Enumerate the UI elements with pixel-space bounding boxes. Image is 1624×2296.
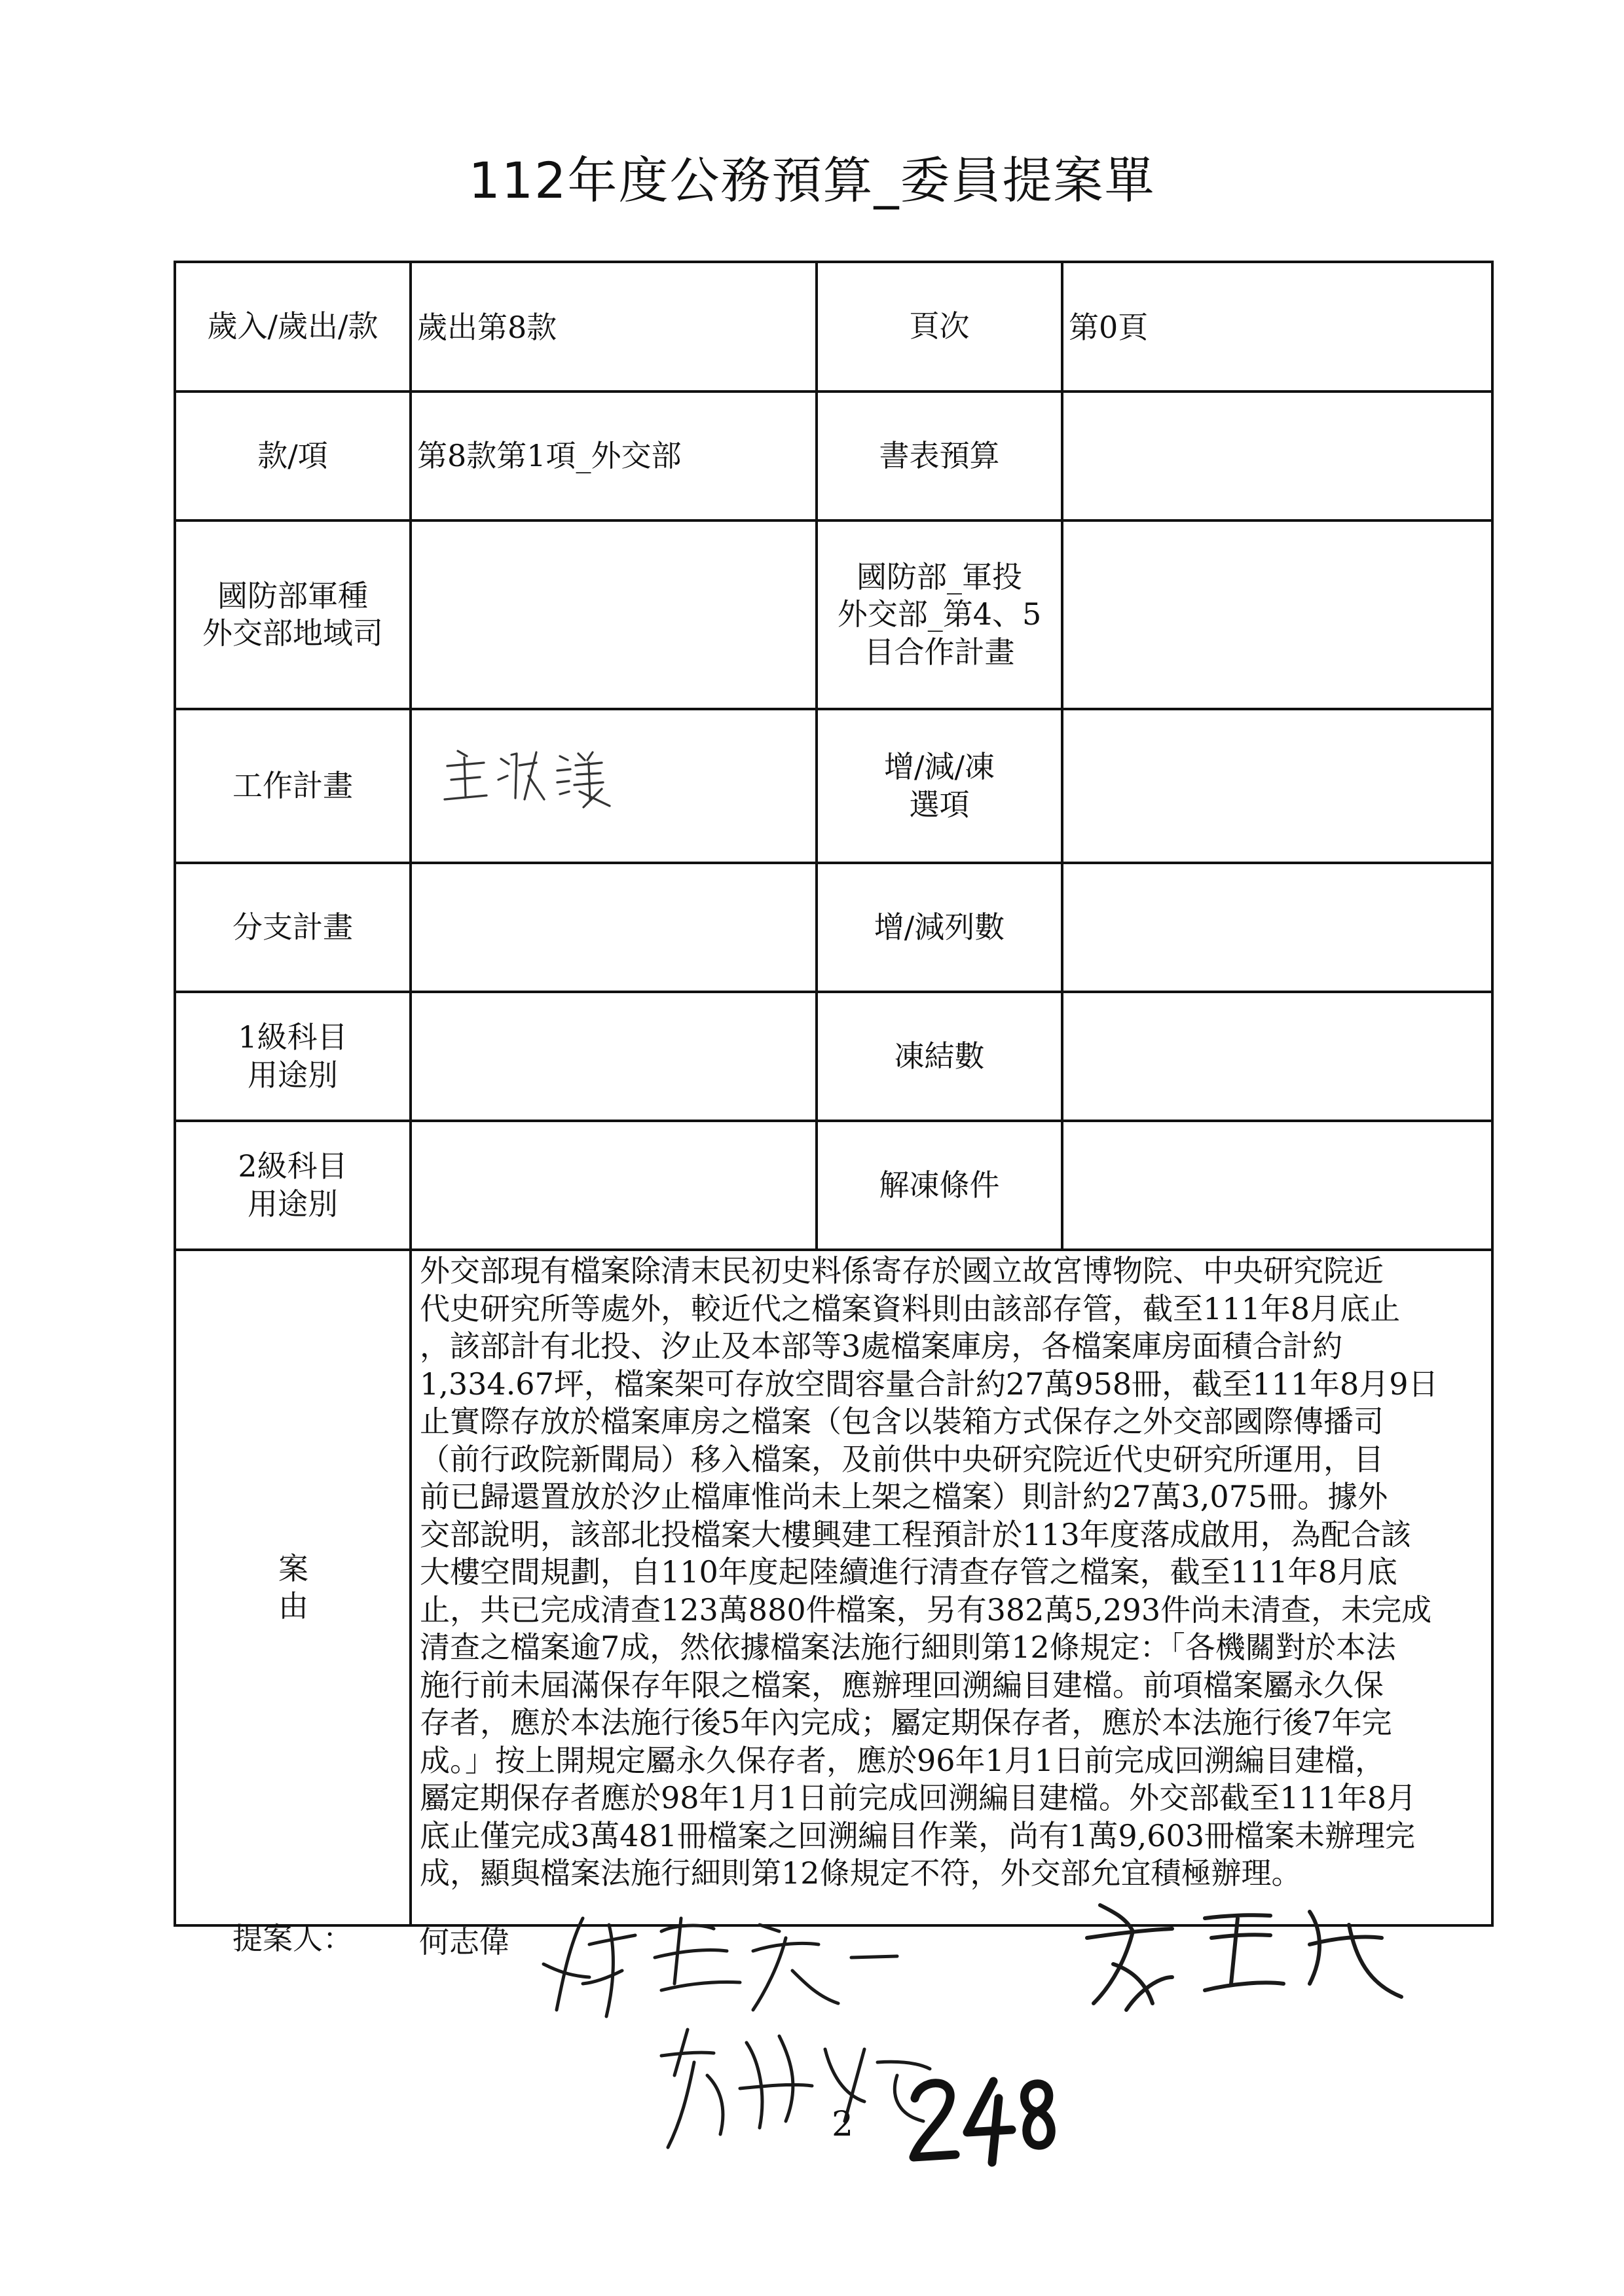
reason-line: 外交部現有檔案除清末民初史料係寄存於國立故宮博物院、中央研究院近 [420, 1253, 1384, 1288]
reason-line: 止，共已完成清查123萬880件檔案，另有382萬5,293件尚未清查，未完成 [420, 1592, 1432, 1628]
label-reason: 案由 [175, 1250, 411, 1925]
label-level1-line-1: 1級科目 [238, 1019, 348, 1055]
stamped-number-248 [907, 2072, 1058, 2170]
value-page: 第0頁 [1062, 262, 1492, 392]
label-cooperation-line-2: 外交部_第4、5 [837, 596, 1042, 632]
value-work-plan-handwritten [411, 709, 817, 863]
signature-1 [544, 1905, 910, 2023]
reason-line: 止實際存放於檔案庫房之檔案（包含以裝箱方式保存之外交部國際傳播司 [420, 1404, 1384, 1439]
reason-line: 交部說明，該部北投檔案大樓興建工程預計於113年度落成啟用，為配合該 [420, 1516, 1411, 1552]
label-cooperation-line-3: 目合作計畫 [864, 634, 1015, 670]
label-cooperation-line-1: 國防部_軍投 [857, 558, 1022, 594]
label-level2-account [175, 1121, 411, 1250]
label-adjust-option [817, 709, 1062, 863]
form-row-level1 [175, 992, 1492, 1121]
reason-line: 底止僅完成3萬481冊檔案之回溯編目作業，尚有1萬9,603冊檔案未辦理完 [420, 1817, 1416, 1853]
form-row-branch-plan [175, 863, 1492, 992]
value-revenue-expenditure: 歲出第8款 [411, 262, 817, 392]
label-frozen-amount: 凍結數 [817, 992, 1062, 1121]
value-cooperation-plan [1062, 520, 1492, 709]
label-level2-line-2: 用途別 [248, 1186, 338, 1222]
signature-3 [1074, 1892, 1414, 2023]
reason-line: 大樓空間規劃，自110年度起陸續進行清查存管之檔案，截至111年8月底 [420, 1554, 1397, 1590]
label-work-plan: 工作計畫 [175, 709, 411, 863]
value-level2-account [411, 1121, 817, 1250]
label-section-item: 款/項 [175, 392, 411, 520]
reason-line: 存者，應於本法施行後5年內完成；屬定期保存者，應於本法施行後7年完 [420, 1705, 1392, 1740]
signature-2 [648, 2023, 950, 2154]
label-branch-plan: 分支計畫 [175, 863, 411, 992]
proposer-name: 何志偉 [419, 1924, 509, 1959]
value-adjust-amount [1062, 863, 1492, 992]
reason-line: 成。」按上開規定屬永久保存者，應於96年1月1日前完成回溯編目建檔， [420, 1742, 1386, 1778]
value-adjust-option [1062, 709, 1492, 863]
page-number: 2 [832, 2105, 854, 2144]
form-row-item [175, 262, 1492, 392]
label-military-branch: 國防部軍種 [217, 577, 368, 613]
reason-line: 成，顯與檔案法施行細則第12條規定不符，外交部允宜積極辦理。 [420, 1855, 1302, 1891]
label-revenue-expenditure: 歲入/歲出/款 [175, 262, 411, 392]
value-statement-budget [1062, 392, 1492, 520]
reason-line: ，該部計有北投、汐止及本部等3處檔案庫房，各檔案庫房面積合計約 [420, 1328, 1343, 1364]
reason-text [411, 1250, 1492, 1925]
reason-line: （前行政院新聞局）移入檔案，及前供中央研究院近代史研究所運用，目 [420, 1441, 1384, 1477]
label-regional-department: 外交部地域司 [202, 615, 383, 651]
label-adjust-line-2: 選項 [909, 786, 970, 822]
form-row-reason [175, 1250, 1492, 1925]
label-cooperation-plan [817, 520, 1062, 709]
handwritten-main-resolution [438, 737, 635, 815]
label-level1-line-2: 用途別 [248, 1057, 338, 1093]
form-row-work-plan [175, 709, 1492, 863]
value-unfreeze-condition [1062, 1121, 1492, 1250]
value-level1-account [411, 992, 817, 1121]
form-title: 112年度公務預算_委員提案單 [468, 151, 1156, 210]
label-adjust-amount: 增/減列數 [817, 863, 1062, 992]
form-row-section [175, 392, 1492, 520]
reason-line: 屬定期保存者應於98年1月1日前完成回溯編目建檔。外交部截至111年8月 [420, 1780, 1417, 1815]
label-military-regional [175, 520, 411, 709]
reason-line: 前已歸還置放於汐止檔庫惟尚未上架之檔案）則計約27萬3,075冊。據外 [420, 1479, 1388, 1514]
form-row-level2 [175, 1121, 1492, 1250]
label-adjust-line-1: 增/減/凍 [884, 749, 995, 784]
proposal-form-table [174, 261, 1494, 1927]
value-branch-plan [411, 863, 817, 992]
reason-line: 1,334.67坪，檔案架可存放空間容量合計約27萬958冊，截至111年8月9日 [420, 1366, 1439, 1402]
label-unfreeze-condition: 解凍條件 [817, 1121, 1062, 1250]
value-frozen-amount [1062, 992, 1492, 1121]
proposer-label: 提案人： [232, 1921, 353, 1956]
value-military-regional [411, 520, 817, 709]
form-row-division [175, 520, 1492, 709]
reason-line: 施行前未屆滿保存年限之檔案，應辦理回溯編目建檔。前項檔案屬永久保 [420, 1667, 1384, 1703]
reason-line: 代史研究所等處外，較近代之檔案資料則由該部存管，截至111年8月底止 [420, 1290, 1401, 1326]
value-section-item: 第8款第1項_外交部 [411, 392, 817, 520]
label-level2-line-1: 2級科目 [238, 1148, 348, 1184]
reason-line: 清查之檔案逾7成，然依據檔案法施行細則第12條規定：「各機關對於本法 [420, 1630, 1396, 1665]
label-statement-budget: 書表預算 [817, 392, 1062, 520]
label-level1-account [175, 992, 411, 1121]
label-page: 頁次 [817, 262, 1062, 392]
